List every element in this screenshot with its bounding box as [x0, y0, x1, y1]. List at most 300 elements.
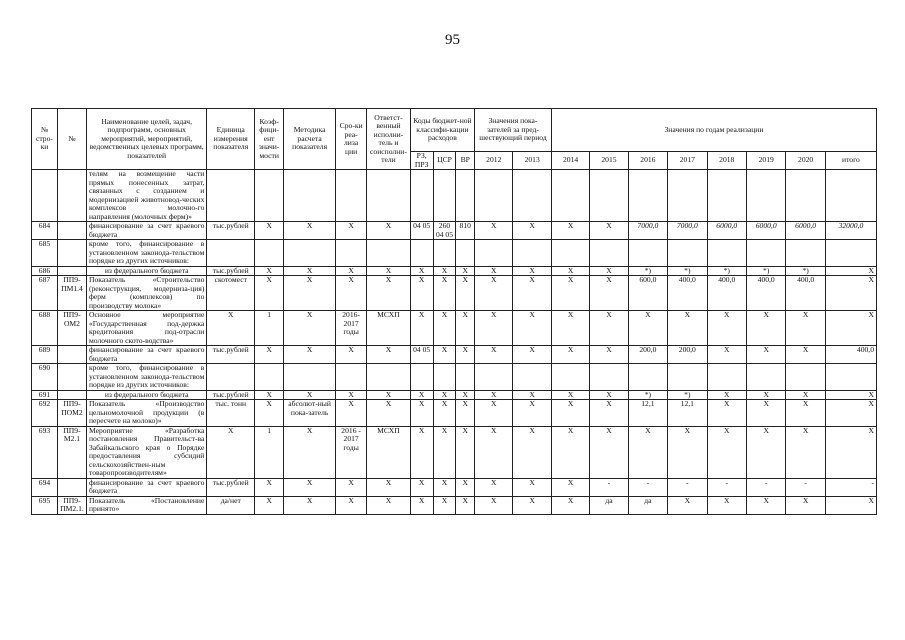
- table-row: [32, 400, 877, 427]
- cell-v2015: [590, 170, 628, 222]
- col-2013: 2013: [513, 152, 551, 170]
- cell-total: X: [825, 276, 876, 311]
- cell-v2013: [513, 364, 551, 391]
- cell-rz: X: [410, 426, 433, 478]
- cell-v2013: [513, 240, 551, 267]
- cell-v2013: X: [513, 496, 551, 514]
- cell-v2015: [590, 240, 628, 267]
- cell-v2014: X: [551, 276, 589, 311]
- cell-coef: [255, 170, 284, 222]
- cell-v2014: [551, 240, 589, 267]
- col-unit: Единица измерения показателя: [207, 109, 255, 170]
- cell-v2020: [786, 364, 825, 391]
- cell-v2017: 12,1: [668, 400, 707, 427]
- cell-v2016: *): [628, 266, 667, 276]
- col-2017: 2017: [668, 152, 707, 170]
- cell-vr: X: [456, 426, 475, 478]
- cell-v2019: X: [746, 311, 785, 346]
- cell-rz: X: [410, 276, 433, 311]
- table-row: [32, 311, 877, 346]
- cell-total: X: [825, 400, 876, 427]
- cell-v2014: [551, 170, 589, 222]
- cell-v2018: [707, 170, 746, 222]
- table-row: [32, 276, 877, 311]
- cell-v2014: X: [551, 346, 589, 364]
- cell-v2017: -: [668, 478, 707, 496]
- cell-code: [57, 266, 86, 276]
- cell-v2020: -: [786, 478, 825, 496]
- cell-method: X: [284, 478, 336, 496]
- cell-n: 686: [32, 266, 58, 276]
- table-row: [32, 266, 877, 276]
- cell-total: X: [825, 426, 876, 478]
- cell-rz: 04 05: [410, 222, 433, 240]
- cell-v2013: X: [513, 266, 551, 276]
- cell-code: ПП9-ПМ1.4: [57, 276, 86, 311]
- cell-v2013: X: [513, 426, 551, 478]
- cell-terms: [336, 170, 367, 222]
- table-row: [32, 478, 877, 496]
- cell-v2018: X: [707, 426, 746, 478]
- col-no: №: [57, 109, 86, 170]
- cell-v2016: 12,1: [628, 400, 667, 427]
- cell-v2014: X: [551, 390, 589, 400]
- col-total: итого: [825, 152, 876, 170]
- cell-vr: X: [456, 276, 475, 311]
- cell-v2012: X: [475, 478, 513, 496]
- cell-unit: тыс.рублей: [207, 478, 255, 496]
- table-body: [32, 170, 877, 515]
- cell-coef: X: [255, 276, 284, 311]
- cell-v2017: *): [668, 266, 707, 276]
- col-responsible: Ответст-венный исполни-тель и соисполни-тели: [367, 109, 411, 170]
- cell-coef: X: [255, 496, 284, 514]
- cell-unit: [207, 170, 255, 222]
- cell-v2013: [513, 170, 551, 222]
- cell-resp: [367, 170, 411, 222]
- cell-name: Показатель «Постановление принято»: [86, 496, 206, 514]
- cell-v2014: X: [551, 311, 589, 346]
- cell-resp: X: [367, 478, 411, 496]
- cell-v2016: [628, 364, 667, 391]
- cell-coef: X: [255, 346, 284, 364]
- table-row: [32, 364, 877, 391]
- cell-v2019: -: [746, 478, 785, 496]
- cell-terms: [336, 364, 367, 391]
- table-row: [32, 390, 877, 400]
- cell-v2015: X: [590, 276, 628, 311]
- cell-method: X: [284, 276, 336, 311]
- cell-code: [57, 390, 86, 400]
- cell-coef: X: [255, 400, 284, 427]
- cell-name: финансирование за счет краевого бюджета: [86, 222, 206, 240]
- table-row: [32, 426, 877, 478]
- cell-terms: X: [336, 496, 367, 514]
- cell-unit: тыс.рублей: [207, 390, 255, 400]
- cell-code: ПП9-М2.1: [57, 426, 86, 478]
- cell-csr: X: [433, 496, 456, 514]
- cell-v2020: X: [786, 496, 825, 514]
- cell-terms: X: [336, 266, 367, 276]
- cell-v2015: да: [590, 496, 628, 514]
- cell-total: [825, 240, 876, 267]
- cell-v2014: X: [551, 496, 589, 514]
- cell-total: X: [825, 311, 876, 346]
- cell-v2019: 400,0: [746, 276, 785, 311]
- cell-v2013: X: [513, 311, 551, 346]
- col-name: Наименование целей, задач, подпрограмм, основных мероприятий, мероприятий, ведомственных целевых программ, показателей: [86, 109, 206, 170]
- cell-v2019: X: [746, 400, 785, 427]
- cell-resp: X: [367, 222, 411, 240]
- cell-v2019: X: [746, 496, 785, 514]
- cell-unit: тыс.рублей: [207, 266, 255, 276]
- cell-vr: X: [456, 496, 475, 514]
- header-row: [32, 109, 877, 152]
- cell-unit: [207, 364, 255, 391]
- page-number: 95: [445, 32, 460, 48]
- cell-csr: X: [433, 266, 456, 276]
- cell-v2018: -: [707, 478, 746, 496]
- cell-v2014: X: [551, 266, 589, 276]
- cell-v2015: -: [590, 478, 628, 496]
- col-codes: Коды бюджет-ной классифи-кации расходов: [410, 109, 474, 152]
- cell-v2016: [628, 240, 667, 267]
- table-row: [32, 222, 877, 240]
- cell-v2013: X: [513, 390, 551, 400]
- cell-v2013: X: [513, 346, 551, 364]
- cell-v2016: X: [628, 311, 667, 346]
- table-row: [32, 170, 877, 222]
- cell-v2017: X: [668, 311, 707, 346]
- cell-v2016: 200,0: [628, 346, 667, 364]
- cell-v2012: [475, 170, 513, 222]
- cell-v2016: *): [628, 390, 667, 400]
- cell-v2012: X: [475, 390, 513, 400]
- cell-v2019: [746, 170, 785, 222]
- cell-csr: X: [433, 311, 456, 346]
- cell-v2017: [668, 170, 707, 222]
- cell-v2019: [746, 364, 785, 391]
- col-year-values: Значения по годам реализации: [551, 109, 876, 152]
- cell-terms: X: [336, 478, 367, 496]
- cell-method: X: [284, 426, 336, 478]
- cell-terms: X: [336, 390, 367, 400]
- cell-vr: X: [456, 266, 475, 276]
- cell-n: 693: [32, 426, 58, 478]
- cell-n: 687: [32, 276, 58, 311]
- cell-code: ПП9-ПОМ2: [57, 400, 86, 427]
- cell-v2018: X: [707, 346, 746, 364]
- cell-v2018: 6000,0: [707, 222, 746, 240]
- cell-code: ПП9-ПМ2.1.: [57, 496, 86, 514]
- cell-n: 689: [32, 346, 58, 364]
- cell-vr: X: [456, 478, 475, 496]
- cell-v2015: X: [590, 346, 628, 364]
- cell-v2019: X: [746, 390, 785, 400]
- cell-code: [57, 222, 86, 240]
- col-method: Методика расчета показателя: [284, 109, 336, 170]
- cell-v2018: [707, 364, 746, 391]
- cell-rz: X: [410, 400, 433, 427]
- cell-v2014: X: [551, 478, 589, 496]
- col-2016: 2016: [628, 152, 667, 170]
- cell-v2017: X: [668, 496, 707, 514]
- cell-v2014: X: [551, 426, 589, 478]
- cell-n: 688: [32, 311, 58, 346]
- cell-resp: МСХП: [367, 311, 411, 346]
- cell-v2013: X: [513, 478, 551, 496]
- cell-name: кроме того, финансирование в установленном законода-тельством порядке из других источников:: [86, 240, 206, 267]
- cell-name: из федерального бюджета: [86, 390, 206, 400]
- cell-v2012: [475, 240, 513, 267]
- cell-resp: X: [367, 276, 411, 311]
- cell-code: ПП9-ОМ2: [57, 311, 86, 346]
- cell-v2012: X: [475, 346, 513, 364]
- cell-vr: 810: [456, 222, 475, 240]
- cell-unit: тыс. тонн: [207, 400, 255, 427]
- cell-total: 400,0: [825, 346, 876, 364]
- cell-v2020: [786, 170, 825, 222]
- cell-v2012: [475, 364, 513, 391]
- cell-csr: X: [433, 400, 456, 427]
- cell-rz: 04 05: [410, 346, 433, 364]
- cell-csr: X: [433, 390, 456, 400]
- cell-v2018: [707, 240, 746, 267]
- cell-terms: X: [336, 346, 367, 364]
- cell-method: X: [284, 390, 336, 400]
- cell-method: [284, 170, 336, 222]
- cell-v2017: 200,0: [668, 346, 707, 364]
- cell-csr: X: [433, 276, 456, 311]
- cell-v2012: X: [475, 276, 513, 311]
- cell-terms: 2016 - 2017 годы: [336, 426, 367, 478]
- cell-rz: X: [410, 266, 433, 276]
- cell-terms: X: [336, 276, 367, 311]
- cell-v2016: [628, 170, 667, 222]
- cell-v2020: X: [786, 311, 825, 346]
- cell-method: [284, 240, 336, 267]
- cell-name: Основное мероприятие «Государственная под-держка кредитования под-отрасли молочного ското-водства»: [86, 311, 206, 346]
- cell-rz: X: [410, 311, 433, 346]
- cell-csr: [433, 240, 456, 267]
- cell-v2020: 400,0: [786, 276, 825, 311]
- cell-vr: X: [456, 311, 475, 346]
- cell-total: X: [825, 390, 876, 400]
- cell-v2020: X: [786, 346, 825, 364]
- col-row-no: № стро-ки: [32, 109, 58, 170]
- cell-resp: МСХП: [367, 426, 411, 478]
- cell-v2014: X: [551, 222, 589, 240]
- cell-v2015: X: [590, 311, 628, 346]
- cell-coef: 1: [255, 426, 284, 478]
- cell-total: -: [825, 478, 876, 496]
- cell-csr: [433, 170, 456, 222]
- cell-v2012: X: [475, 426, 513, 478]
- cell-v2017: X: [668, 426, 707, 478]
- cell-v2020: X: [786, 400, 825, 427]
- cell-n: 694: [32, 478, 58, 496]
- cell-name: Показатель «Производство цельномолочной продукции (в пересчете на молоко)»: [86, 400, 206, 427]
- cell-n: 695: [32, 496, 58, 514]
- cell-coef: 1: [255, 311, 284, 346]
- col-terms: Сро-ки реа-лиза ции: [336, 109, 367, 170]
- cell-method: X: [284, 346, 336, 364]
- cell-vr: X: [456, 346, 475, 364]
- program-table: [31, 108, 877, 515]
- cell-rz: X: [410, 478, 433, 496]
- col-2014: 2014: [551, 152, 589, 170]
- cell-total: [825, 170, 876, 222]
- cell-coef: X: [255, 222, 284, 240]
- col-vr: ВР: [456, 152, 475, 170]
- cell-n: [32, 170, 58, 222]
- table-row: [32, 240, 877, 267]
- cell-v2016: 600,0: [628, 276, 667, 311]
- cell-resp: X: [367, 346, 411, 364]
- cell-vr: X: [456, 390, 475, 400]
- col-csr: ЦСР: [433, 152, 456, 170]
- col-coef: Коэф-фици-ент значи-мости: [255, 109, 284, 170]
- col-2020: 2020: [786, 152, 825, 170]
- cell-v2020: X: [786, 390, 825, 400]
- cell-name: из федерального бюджета: [86, 266, 206, 276]
- cell-method: X: [284, 222, 336, 240]
- col-base-values: Значения пока-зателей за пред-шествующий период: [475, 109, 552, 152]
- cell-total: X: [825, 496, 876, 514]
- cell-resp: [367, 364, 411, 391]
- cell-method: X: [284, 496, 336, 514]
- cell-method: абсолют-ный пока-затель: [284, 400, 336, 427]
- cell-unit: тыс.рублей: [207, 346, 255, 364]
- cell-total: X: [825, 266, 876, 276]
- cell-total: 32000,0: [825, 222, 876, 240]
- cell-coef: [255, 240, 284, 267]
- cell-v2018: 400,0: [707, 276, 746, 311]
- cell-coef: X: [255, 390, 284, 400]
- cell-unit: X: [207, 426, 255, 478]
- cell-terms: X: [336, 222, 367, 240]
- cell-csr: 260 04 05: [433, 222, 456, 240]
- cell-unit: да/нет: [207, 496, 255, 514]
- cell-v2017: *): [668, 390, 707, 400]
- cell-v2018: X: [707, 400, 746, 427]
- cell-code: [57, 240, 86, 267]
- cell-unit: тыс.рублей: [207, 222, 255, 240]
- cell-v2014: [551, 364, 589, 391]
- cell-v2016: да: [628, 496, 667, 514]
- cell-vr: X: [456, 400, 475, 427]
- cell-resp: X: [367, 400, 411, 427]
- cell-v2012: X: [475, 496, 513, 514]
- cell-name: финансирование за счет краевого бюджета: [86, 346, 206, 364]
- cell-v2020: [786, 240, 825, 267]
- cell-name: телям на возмещение части прямых понесенных затрат, связанных с созданием и модернизацией животновод-ческих комплексов молочно-го направления (молочных ферм)»: [86, 170, 206, 222]
- cell-csr: [433, 364, 456, 391]
- cell-v2016: X: [628, 426, 667, 478]
- cell-v2017: 7000,0: [668, 222, 707, 240]
- cell-v2012: X: [475, 222, 513, 240]
- cell-v2018: X: [707, 390, 746, 400]
- cell-csr: X: [433, 478, 456, 496]
- col-rz: РЗ, ПРЗ: [410, 152, 433, 170]
- cell-resp: X: [367, 266, 411, 276]
- cell-v2015: [590, 364, 628, 391]
- cell-code: [57, 364, 86, 391]
- cell-coef: [255, 364, 284, 391]
- cell-v2012: X: [475, 311, 513, 346]
- col-2012: 2012: [475, 152, 513, 170]
- cell-v2015: X: [590, 400, 628, 427]
- cell-name: Мероприятие «Разработка постановления Правительст-ва Забайкальского края о Порядке предоставления субсидий сельскохозяйствен-ным товаропроизводителям»: [86, 426, 206, 478]
- cell-n: 690: [32, 364, 58, 391]
- cell-rz: X: [410, 390, 433, 400]
- cell-v2013: X: [513, 222, 551, 240]
- cell-coef: X: [255, 478, 284, 496]
- cell-n: 685: [32, 240, 58, 267]
- cell-rz: X: [410, 496, 433, 514]
- cell-resp: X: [367, 496, 411, 514]
- cell-v2020: 6000,0: [786, 222, 825, 240]
- cell-name: кроме того, финансирование в установленном законода-тельством порядке из других источников:: [86, 364, 206, 391]
- cell-v2013: X: [513, 276, 551, 311]
- cell-v2013: X: [513, 400, 551, 427]
- cell-v2016: 7000,0: [628, 222, 667, 240]
- col-2015: 2015: [590, 152, 628, 170]
- cell-vr: [456, 170, 475, 222]
- cell-unit: скотомест: [207, 276, 255, 311]
- cell-unit: X: [207, 311, 255, 346]
- table-row: [32, 496, 877, 514]
- cell-v2015: X: [590, 222, 628, 240]
- cell-v2019: *): [746, 266, 785, 276]
- cell-coef: X: [255, 266, 284, 276]
- cell-code: [57, 170, 86, 222]
- cell-total: [825, 364, 876, 391]
- cell-unit: [207, 240, 255, 267]
- cell-name: Показатель «Строительство (реконструкция, модерниза-ция) ферм (комплексов) по производству молока»: [86, 276, 206, 311]
- cell-method: [284, 364, 336, 391]
- cell-v2018: X: [707, 496, 746, 514]
- cell-n: 692: [32, 400, 58, 427]
- cell-rz: [410, 364, 433, 391]
- cell-v2020: X: [786, 426, 825, 478]
- table-row: [32, 346, 877, 364]
- cell-resp: X: [367, 390, 411, 400]
- cell-v2019: [746, 240, 785, 267]
- col-2018: 2018: [707, 152, 746, 170]
- cell-v2020: *): [786, 266, 825, 276]
- cell-name: финансирование за счет краевого бюджета: [86, 478, 206, 496]
- cell-code: [57, 346, 86, 364]
- cell-terms: 2016-2017 годы: [336, 311, 367, 346]
- cell-vr: [456, 240, 475, 267]
- cell-v2012: X: [475, 400, 513, 427]
- col-2019: 2019: [746, 152, 785, 170]
- cell-v2017: [668, 364, 707, 391]
- cell-rz: [410, 170, 433, 222]
- cell-csr: X: [433, 346, 456, 364]
- cell-v2015: X: [590, 426, 628, 478]
- cell-v2018: *): [707, 266, 746, 276]
- cell-v2015: X: [590, 390, 628, 400]
- cell-code: [57, 478, 86, 496]
- cell-v2012: X: [475, 266, 513, 276]
- cell-n: 684: [32, 222, 58, 240]
- cell-terms: X: [336, 400, 367, 427]
- cell-v2017: [668, 240, 707, 267]
- cell-v2016: -: [628, 478, 667, 496]
- cell-v2014: X: [551, 400, 589, 427]
